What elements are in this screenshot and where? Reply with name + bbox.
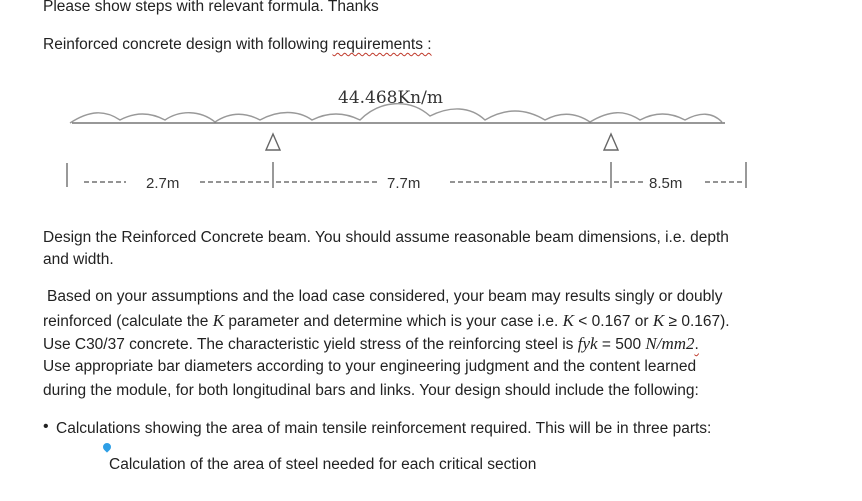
sub-item1-text: Calculation of the area of steel needed for each critical section bbox=[109, 456, 537, 473]
unit-symbol: N/mm2 bbox=[645, 334, 695, 353]
para1-line1: Design the Reinforced Concrete beam. You should assume reasonable beam dimensions, i.e. depth bbox=[43, 229, 729, 246]
bullet1-text: Calculations showing the area of main tensile reinforcement required. This will be in three parts: bbox=[56, 420, 712, 437]
k-symbol: K bbox=[562, 311, 574, 330]
dim-right-label: 8.5m bbox=[649, 175, 683, 192]
load-label: 44.468Kn/m bbox=[338, 88, 443, 108]
para2-line2-b: parameter and determine which is your case i.e. bbox=[224, 313, 563, 330]
k-symbol: K bbox=[652, 311, 665, 330]
bullet-dot-icon: • bbox=[43, 418, 49, 435]
support-a-icon bbox=[266, 134, 280, 150]
para2-line3 bbox=[43, 332, 699, 357]
para2-line3-c: . bbox=[694, 336, 699, 353]
comment-drop-icon bbox=[101, 441, 112, 452]
para2-line3-a: Use C30/37 concrete. The characteristic yield stress of the reinforcing steel is bbox=[43, 336, 578, 353]
para1-line2: and width. bbox=[43, 251, 114, 268]
para2-line2-d: ≥ 0.167). bbox=[664, 313, 730, 330]
para2-line2 bbox=[43, 309, 730, 334]
para2-line1: Based on your assumptions and the load case considered, your beam may results singly or doubly bbox=[47, 288, 723, 305]
para2-line5: during the module, for both longitudinal bars and links. Your design should include the following: bbox=[43, 382, 699, 399]
para2-line2-c: < 0.167 or bbox=[574, 313, 653, 330]
dim-left-label: 2.7m bbox=[146, 175, 180, 192]
para2-line4: Use appropriate bar diameters according to your engineering judgment and the content learned bbox=[43, 358, 697, 375]
requirements-underlined: requirements : bbox=[332, 36, 432, 53]
requirements-heading bbox=[43, 33, 432, 57]
requirements-prefix: Reinforced concrete design with following bbox=[43, 36, 333, 53]
fyk-symbol: fyk bbox=[577, 334, 598, 353]
para2-line2-a: reinforced (calculate the bbox=[43, 313, 213, 330]
beam-diagram bbox=[0, 70, 862, 200]
para2-line3-b: = 500 bbox=[597, 336, 646, 353]
support-b-icon bbox=[604, 134, 618, 150]
dim-middle-label: 7.7m bbox=[387, 175, 421, 192]
k-symbol: K bbox=[212, 311, 225, 330]
intro-line: Please show steps with relevant formula. Thanks bbox=[43, 0, 379, 15]
